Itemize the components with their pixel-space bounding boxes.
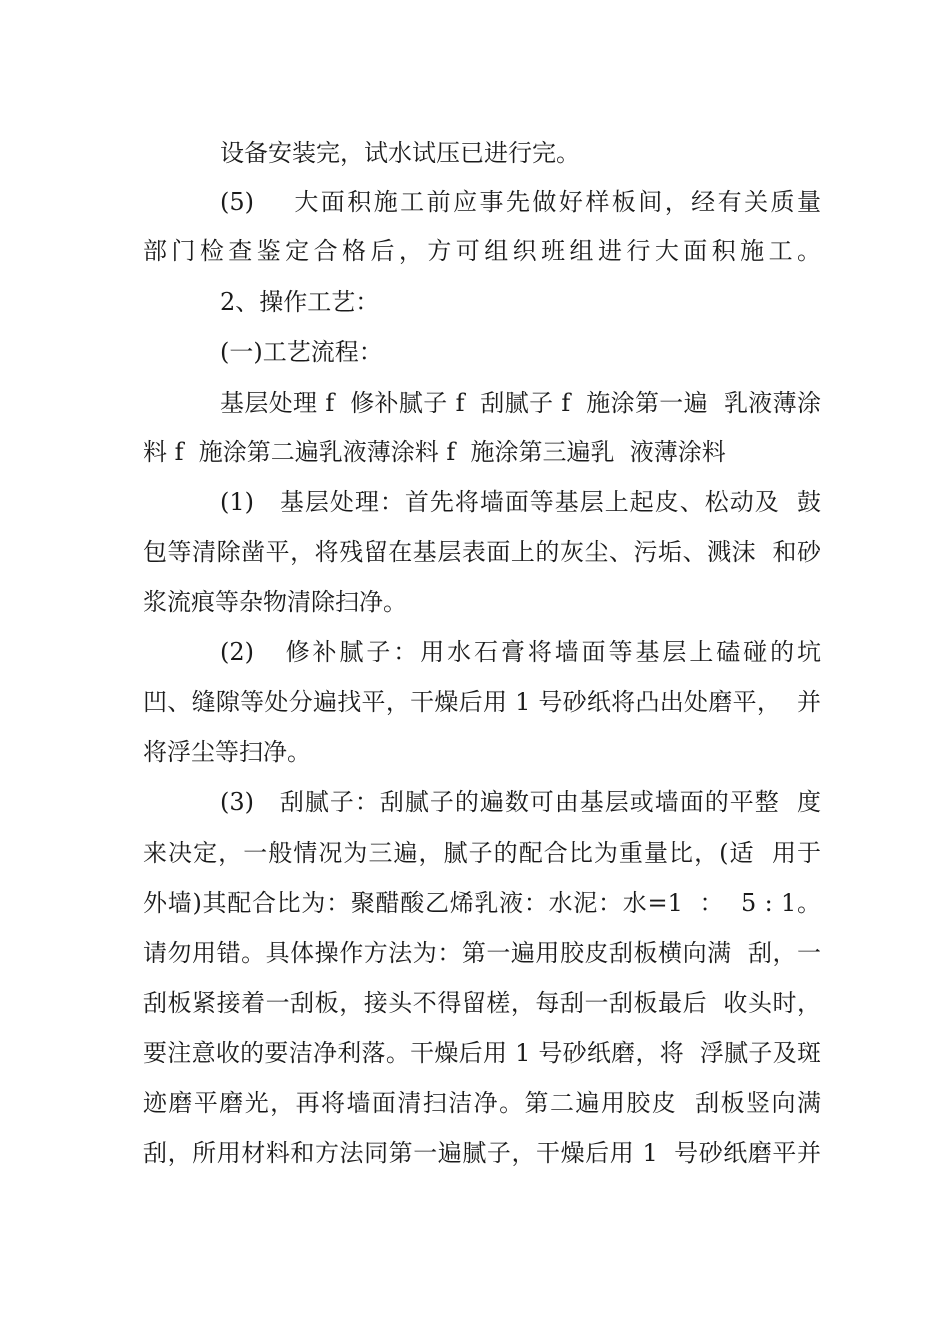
text-line: (2) 修补腻子：用水石膏将墙面等基层上磕碰的坑 [220,638,821,666]
text-line: 刮板紧接着一刮板，接头不得留槎，每刮一刮板最后 收头时， [143,989,821,1017]
text-line: 料 f 施涂第二遍乳液薄涂料 f 施涂第三遍乳 液薄涂料 [143,438,726,466]
text-line: 将浮尘等扫净。 [143,738,311,766]
text-line: (5) 大面积施工前应事先做好样板间，经有关质量 [220,188,821,216]
text-line: 包等清除凿平，将残留在基层表面上的灰尘、污垢、溅沫 和砂 [143,538,821,566]
subsection-heading: (一)工艺流程： [220,338,383,366]
text-line: 部门检查鉴定合格后，方可组织班组进行大面积施工。 [143,237,821,265]
text-line: 设备安装完，试水试压已进行完。 [220,139,580,167]
text-line: 刮，所用材料和方法同第一遍腻子，干燥后用 1 号砂纸磨平并 [143,1139,821,1167]
text-line: (3) 刮腻子：刮腻子的遍数可由基层或墙面的平整 度 [220,788,821,816]
text-line: 请勿用错。具体操作方法为：第一遍用胶皮刮板横向满 刮，一 [143,939,821,967]
text-line: (1) 基层处理：首先将墙面等基层上起皮、松动及 鼓 [220,488,821,516]
text-line: 要注意收的要洁净利落。干燥后用 1 号砂纸磨，将 浮腻子及斑 [143,1039,821,1067]
text-line: 凹、缝隙等处分遍找平，干燥后用 1 号砂纸将凸出处磨平， 并 [143,688,821,716]
text-line: 外墙)其配合比为：聚醋酸乙烯乳液：水泥：水=1 ： 5 : 1。 [143,889,821,917]
text-line: 浆流痕等杂物清除扫净。 [143,588,407,616]
text-line: 基层处理 f 修补腻子 f 刮腻子 f 施涂第一遍 乳液薄涂 [220,389,821,417]
text-line: 迹磨平磨光，再将墙面清扫洁净。第二遍用胶皮 刮板竖向满 [143,1089,821,1117]
text-line: 来决定，一般情况为三遍，腻子的配合比为重量比，(适 用于 [143,839,821,867]
section-heading: 2、操作工艺： [220,288,380,316]
